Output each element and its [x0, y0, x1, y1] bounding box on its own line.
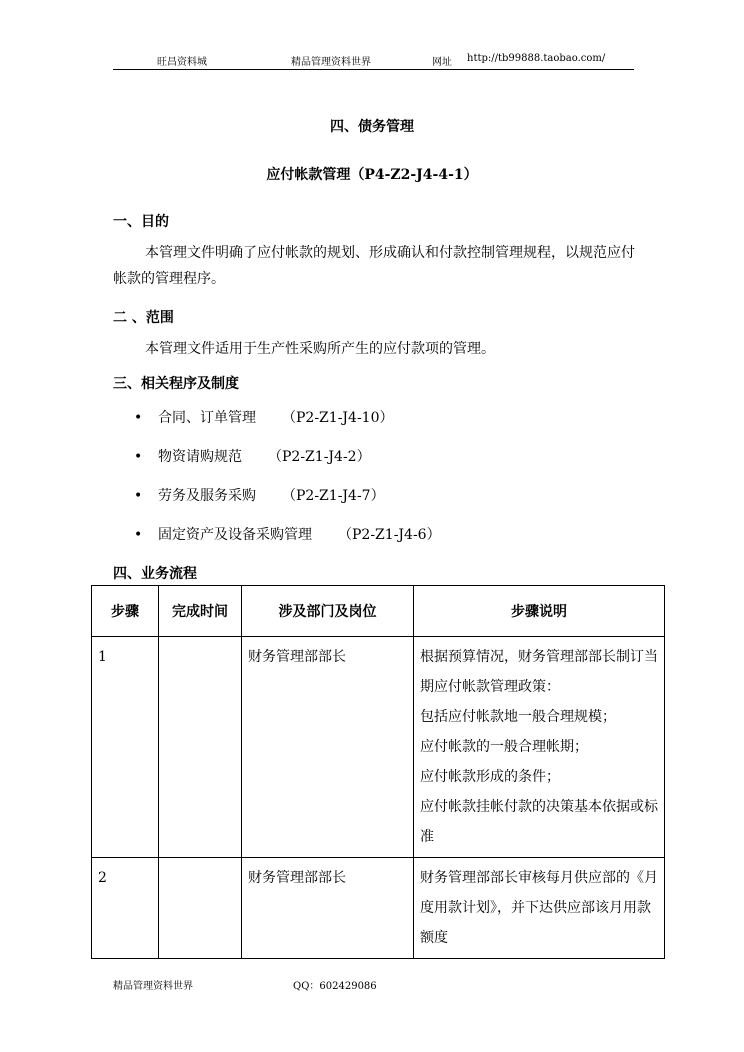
table-row [92, 858, 665, 959]
section-purpose-heading: 一、目的 [113, 214, 169, 230]
footer-qq: QQ：602429086 [293, 981, 377, 992]
column-header-step: 步骤 [92, 586, 159, 637]
completion-time-cell [159, 858, 242, 959]
related-item-name: 合同、订单管理 [158, 410, 256, 426]
step-description-cell [414, 637, 665, 858]
page-header [113, 53, 634, 70]
completion-time-cell [159, 637, 242, 858]
section-purpose-text: 本管理文件明确了应付帐款的规划、形成确认和付款控制管理规程，以规范应付帐款的管理程序。 [113, 245, 635, 287]
related-item-name: 固定资产及设备采购管理 [158, 527, 312, 543]
description-line: 应付帐款形成的条件； [420, 769, 560, 785]
related-item-code: （P2-Z1-J4-7） [282, 488, 385, 504]
footer-world-name: 精品管理资料世界 [113, 981, 193, 992]
chapter-title: 四、债务管理 [330, 119, 414, 135]
related-list-item [134, 407, 394, 427]
step-number-cell: 2 [92, 858, 159, 959]
description-line: 根据预算情况，财务管理部部长制订当期应付帐款管理政策： [420, 649, 658, 695]
bullet-icon: • [134, 488, 143, 504]
description-line: 财务管理部部长审核每月供应部的《月度用款计划》，并下达供应部该月用款额度 [420, 870, 658, 946]
description-line: 应付帐款挂帐付款的决策基本依据或标准 [420, 799, 658, 845]
bullet-icon: • [134, 410, 143, 426]
related-list-item [134, 485, 385, 505]
column-header-dept: 涉及部门及岗位 [242, 586, 414, 637]
related-item-code: （P2-Z1-J4-10） [282, 410, 394, 426]
table-header-row [92, 586, 665, 637]
header-shop-name: 旺昌资料城 [157, 57, 207, 68]
column-header-time: 完成时间 [159, 586, 242, 637]
column-header-desc: 步骤说明 [414, 586, 665, 637]
related-item-name: 物资请购规范 [158, 449, 242, 465]
step-number-cell: 1 [92, 637, 159, 858]
header-url[interactable]: http://tb99888.taobao.com/ [467, 53, 606, 64]
section-scope-text: 本管理文件适用于生产性采购所产生的应付款项的管理。 [145, 341, 495, 357]
related-list-item [134, 524, 441, 544]
related-item-code: （P2-Z1-J4-6） [338, 527, 441, 543]
table-row [92, 637, 665, 858]
related-list-item [134, 446, 371, 466]
related-item-name: 劳务及服务采购 [158, 488, 256, 504]
step-description-cell [414, 858, 665, 959]
section-flow-heading: 四、业务流程 [113, 566, 197, 582]
process-table [91, 585, 665, 959]
description-line: 包括应付帐款地一般合理规模； [420, 709, 616, 725]
document-title: 应付帐款管理（P4-Z2-J4-4-1） [266, 167, 478, 183]
department-cell: 财务管理部部长 [242, 858, 414, 959]
related-item-code: （P2-Z1-J4-2） [268, 449, 371, 465]
section-related-heading: 三、相关程序及制度 [113, 376, 239, 392]
header-url-label: 网址 [432, 57, 452, 68]
bullet-icon: • [134, 449, 143, 465]
section-scope-heading: 二 、范围 [113, 310, 174, 326]
bullet-icon: • [134, 527, 143, 543]
header-world-name: 精品管理资料世界 [291, 57, 371, 68]
department-cell: 财务管理部部长 [242, 637, 414, 858]
description-line: 应付帐款的一般合理帐期； [420, 739, 588, 755]
